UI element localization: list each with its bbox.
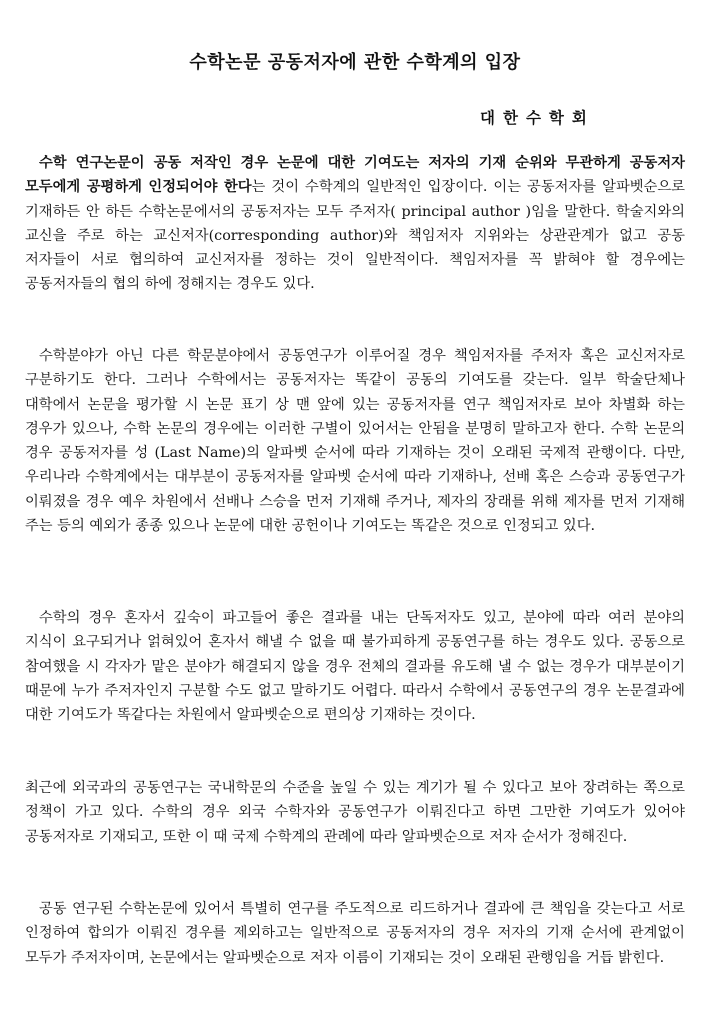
paragraph-3-text: 수학의 경우 혼자서 깊숙이 파고들어 좋은 결과를 내는 단독저자도 있고, 분야에 따라 여러 분야의 지식이 요구되거나 얽혀있어 혼자서 해낼 수 없을 때 불가피하게 공동연구를 하는 경우도 있다. 공동으로 참여했을 시 각자가 맡은 분야가 해결되지 않을 경우 전체의 결과를 유도해 낼 수 없는 경우가 대부분이기 때문에 누가 주저자인지 구분할 수도 없고 말하기도 어렵다. 따라서 수학에서 공동연구의 경우 논문결과에 대한 기여도가 똑같다는 차원에서 알파벳순으로 편의상 기재하는 것이다.: [25, 610, 685, 724]
paragraph-4: [25, 776, 685, 849]
paragraph-3: [25, 606, 685, 727]
document-page: [25, 0, 685, 1027]
paragraph-1-bold-lead: 수학 연구논문이 공동 저작인 경우 논문에 대한 기여도는 저자의 기재 순위와 무관하게 공동저자 모두에게 공평하게 인정되어야 한다: [25, 155, 685, 196]
paragraph-1: [25, 151, 685, 297]
paragraph-4-text: 최근에 외국과의 공동연구는 국내학문의 수준을 높일 수 있는 계기가 될 수 있다고 보아 장려하는 쪽으로 정책이 가고 있다. 수학의 경우 외국 수학자와 공동연구가 이뤄진다고 하면 그만한 기여도가 있어야 공동저자로 기재되고, 또한 이 때 국제 수학계의 관례에 따라 알파벳순으로 저자 순서가 정해진다.: [25, 780, 685, 845]
paragraph-1-text: 는 것이 수학계의 일반적인 입장이다. 이는 공동저자를 알파벳순으로 기재하든 안 하든 수학논문에서의 공동저자는 모두 주저자( principal author )임을 말한다. 학술지와의 교신을 주로 하는 교신저자(corresponding author)와 책임저자 지위와는 상관관계가 없고 공동 저자들이 서로 협의하여 교신저자를 정하는 것이 일반적이다. 책임저자를 꼭 밝혀야 할 경우에는 공동저자들의 협의 하에 정해지는 경우도 있다.: [25, 179, 685, 293]
paragraph-5: [25, 897, 685, 970]
paragraph-2-text: 수학분야가 아닌 다른 학문분야에서 공동연구가 이루어질 경우 책임저자를 주저자 혹은 교신저자로 구분하기도 한다. 그러나 수학에서는 공동저자는 똑같이 공동의 기여도를 갖는다. 일부 학술단체나 대학에서 논문을 평가할 시 논문 표기 상 맨 앞에 있는 공동저자를 연구 책임저자로 보아 차별화 하는 경우가 있으나, 수학 논문의 경우에는 이러한 구별이 있어서는 안됨을 분명히 말하고자 한다. 수학 논문의 경우 공동저자를 성 (Last Name)의 알파벳 순서에 따라 기재하는 것이 오래된 국제적 관행이다. 다만, 우리나라 수학계에서는 대부분이 공동저자를 알파벳 순서에 따라 기재하나, 선배 혹은 스승과 공동연구가 이뤄졌을 경우 예우 차원에서 선배나 스승을 먼저 기재해 주거나, 제자의 장래를 위해 제자를 먼저 기재해 주는 등의 예외가 종종 있으나 논문에 대한 공헌이나 기여도는 똑같은 것으로 인정되고 있다.: [25, 348, 685, 535]
organization-name: 대한수학회: [480, 109, 595, 127]
document-title: 수학논문 공동저자에 관한 수학계의 입장: [189, 52, 521, 73]
paragraph-2: [25, 344, 685, 538]
paragraph-5-text: 공동 연구된 수학논문에 있어서 특별히 연구를 주도적으로 리드하거나 결과에 큰 책임을 갖는다고 서로 인정하여 합의가 이뤄진 경우를 제외하고는 일반적으로 공동저자의 경우 저자의 기재 순서에 관계없이 모두가 주저자이며, 논문에서는 알파벳순으로 저자 이름이 기재되는 것이 오래된 관행임을 거듭 밝힌다.: [25, 901, 685, 966]
